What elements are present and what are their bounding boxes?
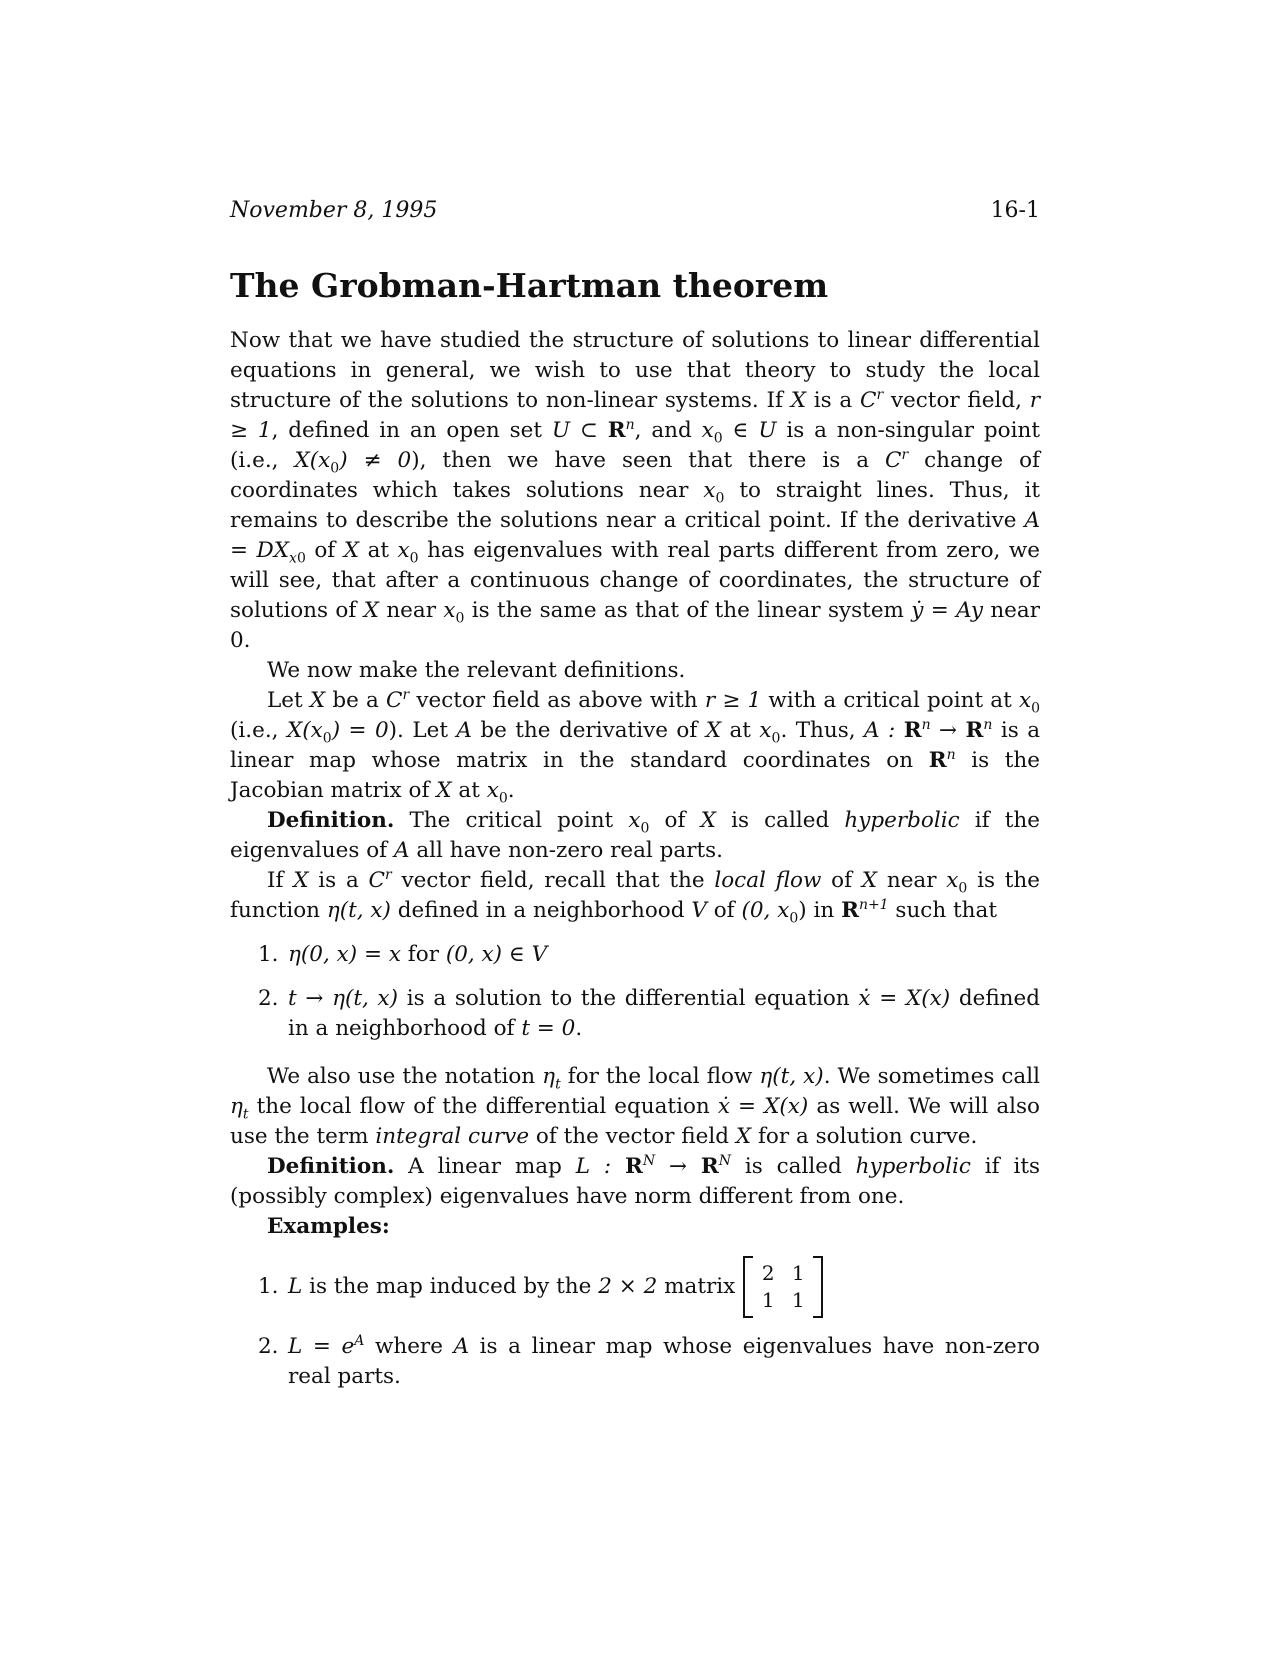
list-item: 1. η(0, x) = x for (0, x) ∈ V [258,942,548,967]
intro-paragraph: Now that we have studied the structure of solutions to linear differential equations in general, we wish to use that theory to study the local structure of the solutions to non-linear systems. If X is a $C^r$ vector field, r ≥ 1, defined in an open set U ⊂ $R^n$, and $x_0$ ∈ U is a non-singular point (i.e., $X(x_0) \ne 0$), then we have seen that there is a $C^r$ change of coordinates which takes solutions near $x_0$ to straight lines. Thus, it remains to describe the solutions near a critical point. If the derivative $A = DX_{x0}$ of X at $x_0$ has eigenvalues with real parts different from zero, we will see, that after a continuous change of coordinates, the structure of solutions of X near $x_0$ is the same as that of the linear system ẏ = Ay near 0. [230,328,1040,653]
let-paragraph: Let X be a $C^r$ vector field as above with r ≥ 1 with a critical point at $x_0$ (i.e., $X(x_0) = 0$). Let A be the derivative of X at $x_0$. Thus, A : $R^n \to R^n$ is a linear map whose matrix in the standard coordinates on $R^n$ is the Jacobian matrix of X at $x_0$. [230,686,1041,807]
notation-paragraph: We also use the notation $\eta_t$ for the local flow η(t, x). We sometimes call $\eta_t$ the local flow of the differential equation ẋ = X(x) as well. We will also use the term integral curve of the vector field X for a solution curve. [230,1064,1040,1149]
flow-conditions-list [230,940,1040,1044]
examples-list [230,1256,1040,1392]
matrix-cell: 1 [761,1288,775,1312]
matrix-left-bracket [743,1256,753,1318]
definitions-intro: We now make the relevant definitions. [267,658,686,683]
examples-heading: Examples: [267,1214,390,1239]
definition-hyperbolic-critical-point: Definition. The critical point $x_0$ of X is called hyperbolic if the eigenvalues of A all have non-zero real parts. [230,808,1040,863]
matrix-right-bracket [813,1256,823,1318]
matrix [743,1256,823,1318]
local-flow-paragraph: If X is a $C^r$ vector field, recall that the local flow of X near $x_0$ is the function η(t, x) defined in a neighborhood V of (0, $x_0$) in $R^{n+1}$ such that [230,866,1040,927]
list-item: 2. $L = e^A$ where A is a linear map whose eigenvalues have non-zero real parts. [258,1332,1041,1389]
matrix-cell: 1 [791,1261,805,1285]
document-page [230,196,1040,1410]
page-header [230,196,1040,226]
list-item: 1. L is the map induced by the 2 × 2 matrix 2 1 1 1 [258,1256,1040,1318]
matrix-cell: 1 [791,1288,805,1312]
header-page-number: 16-1 [990,198,1040,223]
matrix-cell: 2 [761,1261,775,1285]
section-title: The Grobman-Hartman theorem [230,266,829,305]
definition-hyperbolic-map: Definition. A linear map L : $R^N \to R^N$ is called hyperbolic if its (possibly complex) eigenvalues have norm different from one. [230,1152,1040,1209]
header-date: November 8, 1995 [230,198,438,223]
list-item: 2. t → η(t, x) is a solution to the differential equation ẋ = X(x) defined in a neighborhood of t = 0. [258,986,1041,1041]
